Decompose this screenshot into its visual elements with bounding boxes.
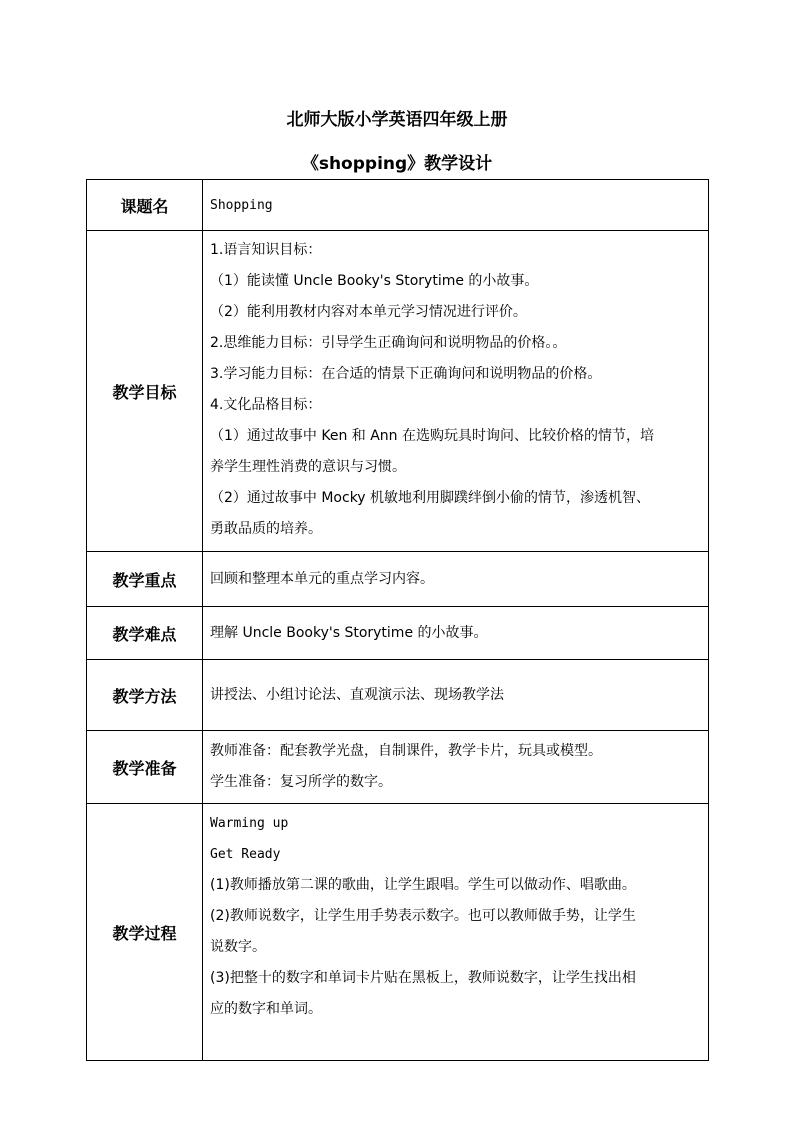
objectives-line: （1）能读懂 Uncle Booky's Storytime 的小故事。: [210, 273, 539, 289]
objectives-line: 1.语言知识目标：: [210, 242, 322, 258]
table-row-difficulties: [87, 607, 709, 660]
key-points-cell: [203, 552, 709, 607]
methods-cell: [203, 660, 709, 731]
document-subtitle: 《shopping》教学设计: [301, 154, 493, 174]
preparation-line: 学生准备：复习所学的数字。: [210, 774, 392, 790]
objectives-line: 养学生理性消费的意识与习惯。: [210, 459, 406, 475]
process-label: 教学过程: [87, 804, 203, 1061]
objectives-line: （2）通过故事中 Mocky 机敏地利用脚蹼绊倒小偷的情节，渗透机智、: [210, 490, 651, 506]
lesson-plan-table: [86, 179, 709, 1061]
key-points-label: 教学重点: [87, 552, 203, 607]
methods-label: 教学方法: [87, 660, 203, 731]
process-line: (2)教师说数字，让学生用手势表示数字。也可以教师做手势，让学生: [210, 908, 636, 924]
preparation-line: 教师准备：配套教学光盘，自制课件，教学卡片，玩具或模型。: [210, 743, 602, 759]
difficulties-value: 理解 Uncle Booky's Storytime 的小故事。: [210, 624, 488, 641]
process-line: 说数字。: [210, 939, 266, 955]
process-line: (3)把整十的数字和单词卡片贴在黑板上，教师说数字，让学生找出相: [210, 970, 636, 986]
table-row-methods: [87, 660, 709, 731]
table-row-preparation: [87, 731, 709, 804]
difficulties-label: 教学难点: [87, 607, 203, 660]
topic-value: Shopping: [210, 197, 273, 213]
key-points-value: 回顾和整理本单元的重点学习内容。: [210, 570, 434, 587]
topic-label: 课题名: [87, 180, 203, 231]
process-line: (1)教师播放第二课的歌曲，让学生跟唱。学生可以做动作、唱歌曲。: [210, 877, 636, 893]
objectives-content: [203, 231, 709, 552]
methods-value: 讲授法、小组讨论法、直观演示法、现场教学法: [210, 686, 504, 703]
objectives-label: 教学目标: [87, 231, 203, 552]
preparation-content: [203, 731, 709, 804]
table-row-topic: [87, 180, 709, 231]
document-title: 北师大版小学英语四年级上册: [286, 110, 508, 130]
objectives-line: 4.文化品格目标：: [210, 397, 322, 413]
topic-value-cell: [203, 180, 709, 231]
objectives-line: （1）通过故事中 Ken 和 Ann 在选购玩具时询问、比较价格的情节，培: [210, 428, 654, 444]
table-row-key-points: [87, 552, 709, 607]
process-line: 应的数字和单词。: [210, 1001, 322, 1017]
difficulties-cell: [203, 607, 709, 660]
process-content: [203, 804, 709, 1061]
table-row-process: [87, 804, 709, 1061]
objectives-line: 勇敢品质的培养。: [210, 521, 322, 537]
objectives-line: 3.学习能力目标：在合适的情景下正确询问和说明物品的价格。: [210, 366, 602, 382]
objectives-line: （2）能利用教材内容对本单元学习情况进行评价。: [210, 304, 527, 320]
table-row-objectives: [87, 231, 709, 552]
objectives-line: 2.思维能力目标：引导学生正确询问和说明物品的价格。。: [210, 335, 567, 351]
preparation-label: 教学准备: [87, 731, 203, 804]
process-line: Warming up: [210, 816, 289, 831]
process-line: Get Ready: [210, 847, 281, 862]
